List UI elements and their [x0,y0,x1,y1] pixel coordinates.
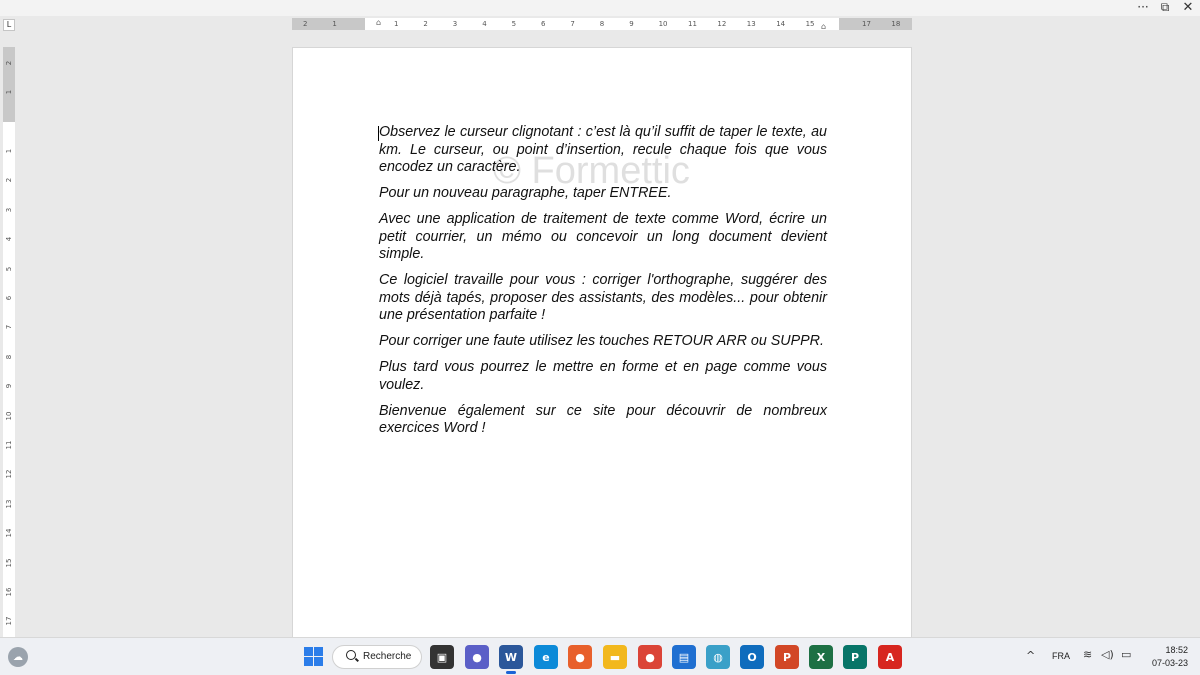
tab-selector[interactable]: L [3,19,15,31]
ruler-tick-label: 14 [776,20,786,28]
ruler-tick-label: 2 [423,20,428,28]
ruler-tick-label: 17 [5,616,13,626]
clock-date[interactable]: 07-03-23 [1151,658,1188,668]
wifi-icon[interactable]: ≋ [1083,648,1093,661]
ruler-tick-label: 6 [541,20,546,28]
watermark: © Formettic [493,150,690,192]
edge-icon[interactable]: e [534,645,558,669]
document-page[interactable] [292,47,912,638]
ruler-tick-label: 2 [5,60,13,66]
ruler-tick-label: 12 [717,20,727,28]
ruler-tick-label: 3 [5,207,13,213]
ruler-tick-label: 8 [599,20,605,28]
ruler-tick-label: 2 [303,20,308,28]
ruler-tick-label: 10 [658,20,668,28]
windows-logo-icon [304,657,313,666]
acrobat-icon[interactable]: A [878,645,902,669]
paragraph[interactable]: Plus tard vous pourrez le mettre en forme et en page comme vous voulez. [379,359,827,393]
ruler-tick-label: 9 [5,383,13,389]
firefox-icon[interactable]: ● [568,645,592,669]
vertical-ruler[interactable] [3,47,15,637]
ruler-tick-label: 4 [5,236,13,242]
task-view-icon[interactable]: ▣ [430,645,454,669]
right-indent-marker[interactable]: ⌂ [821,22,827,31]
close-button[interactable]: ✕ [1182,0,1194,15]
ruler-tick-label: 12 [5,469,13,479]
ruler-tick-label: 15 [5,558,13,568]
ruler-tick-label: 11 [688,20,697,28]
windows-logo-icon [304,647,313,656]
teams-chat-icon[interactable]: ● [465,645,489,669]
document-body[interactable] [379,124,827,446]
paragraph[interactable]: Bienvenue également sur ce site pour découvrir de nombreux exercices Word ! [379,402,827,436]
ruler-tick-label: 14 [5,528,13,538]
ruler-tick-label: 13 [746,20,756,28]
ruler-tick-label: 15 [805,20,815,28]
active-app-indicator [506,671,516,674]
paragraph[interactable]: Observez le curseur clignotant : c’est là qu’il suffit de taper le texte, au km. Le curseur, ou point d’insertion, recule chaque fois que vous encodez un caractère. [379,124,827,175]
globe-icon[interactable]: ◍ [706,645,730,669]
ruler-tick-label: 18 [891,20,901,28]
excel-icon[interactable]: X [809,645,833,669]
horizontal-ruler[interactable] [292,18,912,30]
title-bar [0,0,1200,16]
ruler-tick-label: 10 [5,411,13,421]
ruler-tick-label: 4 [482,20,487,28]
volume-icon[interactable]: ◁) [1101,648,1114,661]
weather-icon[interactable]: ☁ [8,647,28,667]
paragraph[interactable]: Pour corriger une faute utilisez les touches RETOUR ARR ou SUPPR. [379,333,824,349]
tray-overflow-icon[interactable]: ^ [1026,649,1036,662]
ruler-tick-label: 13 [5,499,13,509]
chrome-icon[interactable]: ● [638,645,662,669]
ruler-tick-label: 2 [5,178,13,183]
windows-logo-icon [314,647,323,656]
ruler-tick-label: 7 [5,325,13,330]
start-button[interactable] [302,645,326,669]
windows-logo-icon [314,657,323,666]
ruler-tick-label: 11 [5,440,13,450]
input-language[interactable]: FRA [1052,651,1070,661]
paragraph[interactable]: Pour un nouveau paragraphe, taper ENTREE. [379,185,672,201]
paragraph[interactable]: Ce logiciel travaille pour vous : corriger l'orthographe, suggérer des mots déjà tapés, proposer des assistants, des modèles... pour obtenir une présentation parfaite ! [379,272,827,323]
ruler-tick-label: 1 [5,90,13,95]
ruler-tick-label: 6 [5,295,13,301]
taskbar-search[interactable]: Recherche [332,645,422,669]
ruler-tick-label: 1 [394,20,399,28]
taskbar [0,637,1200,675]
powerpoint-icon[interactable]: P [775,645,799,669]
more-options-button[interactable]: ··· [1137,0,1149,14]
ruler-tick-label: 5 [511,20,517,28]
ruler-tick-label: 9 [629,20,634,28]
file-explorer-icon[interactable]: ▬ [603,645,627,669]
ruler-tick-label: 3 [452,20,458,28]
microsoft-store-icon[interactable]: ▤ [672,645,696,669]
battery-icon[interactable]: ▭ [1121,648,1132,661]
paragraph[interactable]: Avec une application de traitement de texte comme Word, écrire un petit courrier, un mémo ou concevoir un long document devient simple. [379,211,827,262]
search-icon [346,650,356,660]
word-icon[interactable]: W [499,645,523,669]
ruler-tick-label: 5 [5,266,13,271]
ruler-tick-label: 1 [5,148,13,154]
first-line-indent-marker[interactable]: ⌂ [376,18,382,27]
ruler-tick-label: 16 [5,587,13,597]
outlook-icon[interactable]: O [740,645,764,669]
ruler-right-margin [839,18,912,30]
snap-layout-icon[interactable]: ⧉ [1160,0,1170,14]
publisher-icon[interactable]: P [843,645,867,669]
ruler-tick-label: 8 [5,354,13,360]
clock-time[interactable]: 18:52 [1165,645,1188,655]
ruler-tick-label: 17 [862,20,871,28]
ruler-tick-label: 7 [570,20,575,28]
ruler-tick-label: 1 [332,20,337,28]
